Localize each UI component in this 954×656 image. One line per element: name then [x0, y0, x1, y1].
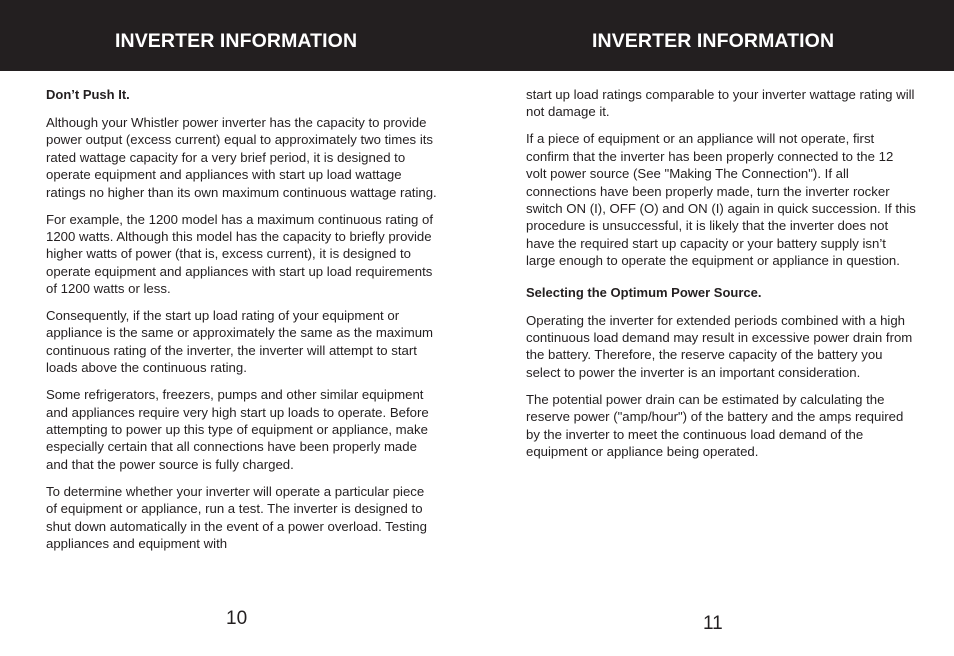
header-bar [0, 0, 954, 71]
left-page-body [46, 84, 438, 562]
left-paragraph-4: Some refrigerators, freezers, pumps and other similar equipment and appliances require very high start up loads to operate. Before attempting to power up this type of equipment or appliance, make especially certain that all connections have been properly made and that the power source is fully charged. [46, 387, 429, 472]
left-page-heading: Don’t Push It. [46, 87, 130, 102]
left-page-number: 10 [226, 608, 248, 629]
left-paragraph-3: Consequently, if the start up load rating of your equipment or appliance is the same or approximately the same as the maximum continuous rating of the inverter, the inverter will attempt to start loads above the continuous rating. [46, 308, 434, 376]
left-paragraph-2: For example, the 1200 model has a maximum continuous rating of 1200 watts. Although this model has the capacity to briefly provide higher watts of power (that is, excess current), it is designed to operate equipment and appliances with start up load requirements of 1200 watts or less. [46, 211, 434, 297]
right-paragraph-3: Operating the inverter for extended periods combined with a high continuous load demand may result in excessive power drain from the battery. Therefore, the reserve capacity of the battery you select to power the inverter is an important consideration. [526, 312, 913, 380]
right-paragraph-1: start up load ratings comparable to your inverter wattage rating will not damage it. [526, 87, 915, 120]
right-page-number: 11 [703, 613, 723, 634]
left-paragraph-1: Although your Whistler power inverter has the capacity to provide power output (excess current) equal to approximately two times its rated wattage capacity for a very brief period, it is designed to operate equipment and appliances with start up load wattage ratings no higher than its own maximum continuous wattage rating. [46, 115, 437, 200]
right-page-title: INVERTER INFORMATION [592, 30, 835, 52]
right-paragraph-4: The potential power drain can be estimated by calculating the reserve power ("amp/hour") of the battery and the amps required by the inverter to meet the continuous load demand of the equipment or appliance being operated. [526, 391, 904, 459]
right-page-body [526, 86, 916, 470]
right-paragraph-2: If a piece of equipment or an appliance will not operate, first confirm that the inverter has been properly connected to the 12 volt power source (See "Making The Connection"). If all connections have been properly made, turn the inverter rocker switch ON (I), OFF (O) and ON (I) again in quick succession. If this procedure is unsuccessful, it is likely that the inverter does not have the required start up capacity or your battery supply isn’t large enough to operate the equipment or appliance in question. [526, 131, 916, 269]
right-page-heading: Selecting the Optimum Power Source. [526, 284, 762, 300]
left-page-title: INVERTER INFORMATION [115, 30, 358, 52]
left-paragraph-5: To determine whether your inverter will operate a particular piece of equipment or appliance, run a test. The inverter is designed to shut down automatically in the event of a power overload. Testing appliances and equipment with [46, 483, 427, 551]
